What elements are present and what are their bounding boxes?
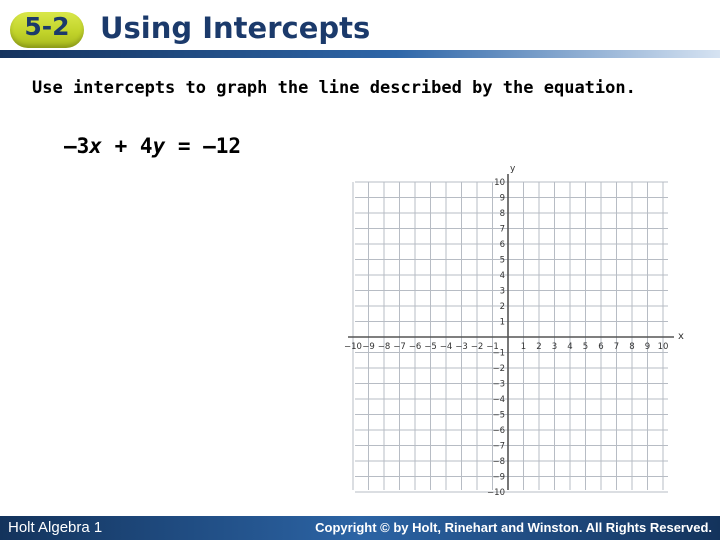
footer-copyright: Copyright © by Holt, Rinehart and Winston. All Rights Reserved. (315, 520, 712, 535)
x-tick-label: 8 (629, 342, 635, 352)
x-tick-labels (344, 342, 668, 352)
header-bar (0, 50, 720, 58)
equation-operator: + 4 (101, 134, 153, 158)
footer-course: Holt Algebra 1 (8, 519, 103, 536)
y-tick-label: −4 (492, 395, 505, 405)
x-tick-label: 10 (657, 342, 669, 352)
y-tick-label: 9 (499, 193, 505, 204)
lesson-number: 5-2 (24, 12, 70, 41)
y-tick-label: −10 (487, 488, 505, 498)
x-tick-label: 9 (644, 342, 651, 352)
x-tick-label: 5 (582, 342, 589, 352)
x-tick-label: −4 (439, 342, 453, 352)
equation-rhs: = –12 (165, 134, 242, 158)
x-tick-label: 1 (520, 342, 527, 352)
y-tick-label: −3 (492, 379, 505, 390)
y-tick-label: 5 (499, 255, 505, 266)
slide-title: Using Intercepts (100, 11, 371, 45)
y-tick-label: −9 (492, 472, 505, 483)
equation-x-variable: x (89, 134, 102, 158)
y-tick-label: −6 (492, 426, 505, 436)
x-tick-label: 4 (567, 342, 573, 352)
equation (64, 134, 241, 158)
y-tick-label: −5 (492, 410, 505, 421)
x-tick-label: −2 (470, 342, 484, 352)
y-tick-label: −7 (492, 441, 505, 452)
lesson-badge (10, 12, 84, 48)
axes (348, 174, 674, 490)
x-tick-label: −10 (344, 342, 362, 352)
x-axis-label: x (678, 331, 684, 342)
y-tick-label: 7 (499, 224, 505, 235)
instruction-text: Use intercepts to graph the line described by the equation. (32, 78, 636, 98)
y-tick-label: 8 (499, 209, 505, 219)
equation-y-variable: y (152, 134, 166, 158)
x-tick-label: −3 (455, 342, 468, 352)
x-tick-label: 7 (613, 342, 620, 352)
slide-header (0, 0, 720, 62)
y-tick-label: 6 (499, 240, 505, 250)
x-tick-label: −8 (377, 342, 391, 352)
x-tick-label: −5 (424, 342, 437, 352)
x-tick-label: −1 (486, 342, 499, 352)
y-tick-label: 2 (499, 302, 505, 312)
x-tick-label: 2 (536, 342, 542, 352)
y-tick-label: 1 (499, 317, 505, 328)
x-tick-label: 6 (598, 342, 604, 352)
x-tick-label: −6 (408, 342, 422, 352)
equation-coefficient: –3 (64, 134, 90, 158)
x-tick-label: 3 (551, 342, 558, 352)
y-tick-label: −8 (492, 457, 505, 467)
footer-bar (0, 516, 720, 540)
x-tick-label: −9 (362, 342, 375, 352)
y-tick-label: −2 (492, 364, 505, 374)
x-tick-label: −7 (393, 342, 406, 352)
y-tick-label: 3 (499, 286, 505, 297)
y-tick-label: 4 (499, 271, 505, 281)
y-tick-label: 10 (494, 178, 505, 188)
y-tick-labels (487, 178, 505, 498)
y-axis-label: y (510, 164, 516, 174)
y-tick-label: −1 (492, 348, 505, 359)
coordinate-grid (340, 160, 700, 500)
